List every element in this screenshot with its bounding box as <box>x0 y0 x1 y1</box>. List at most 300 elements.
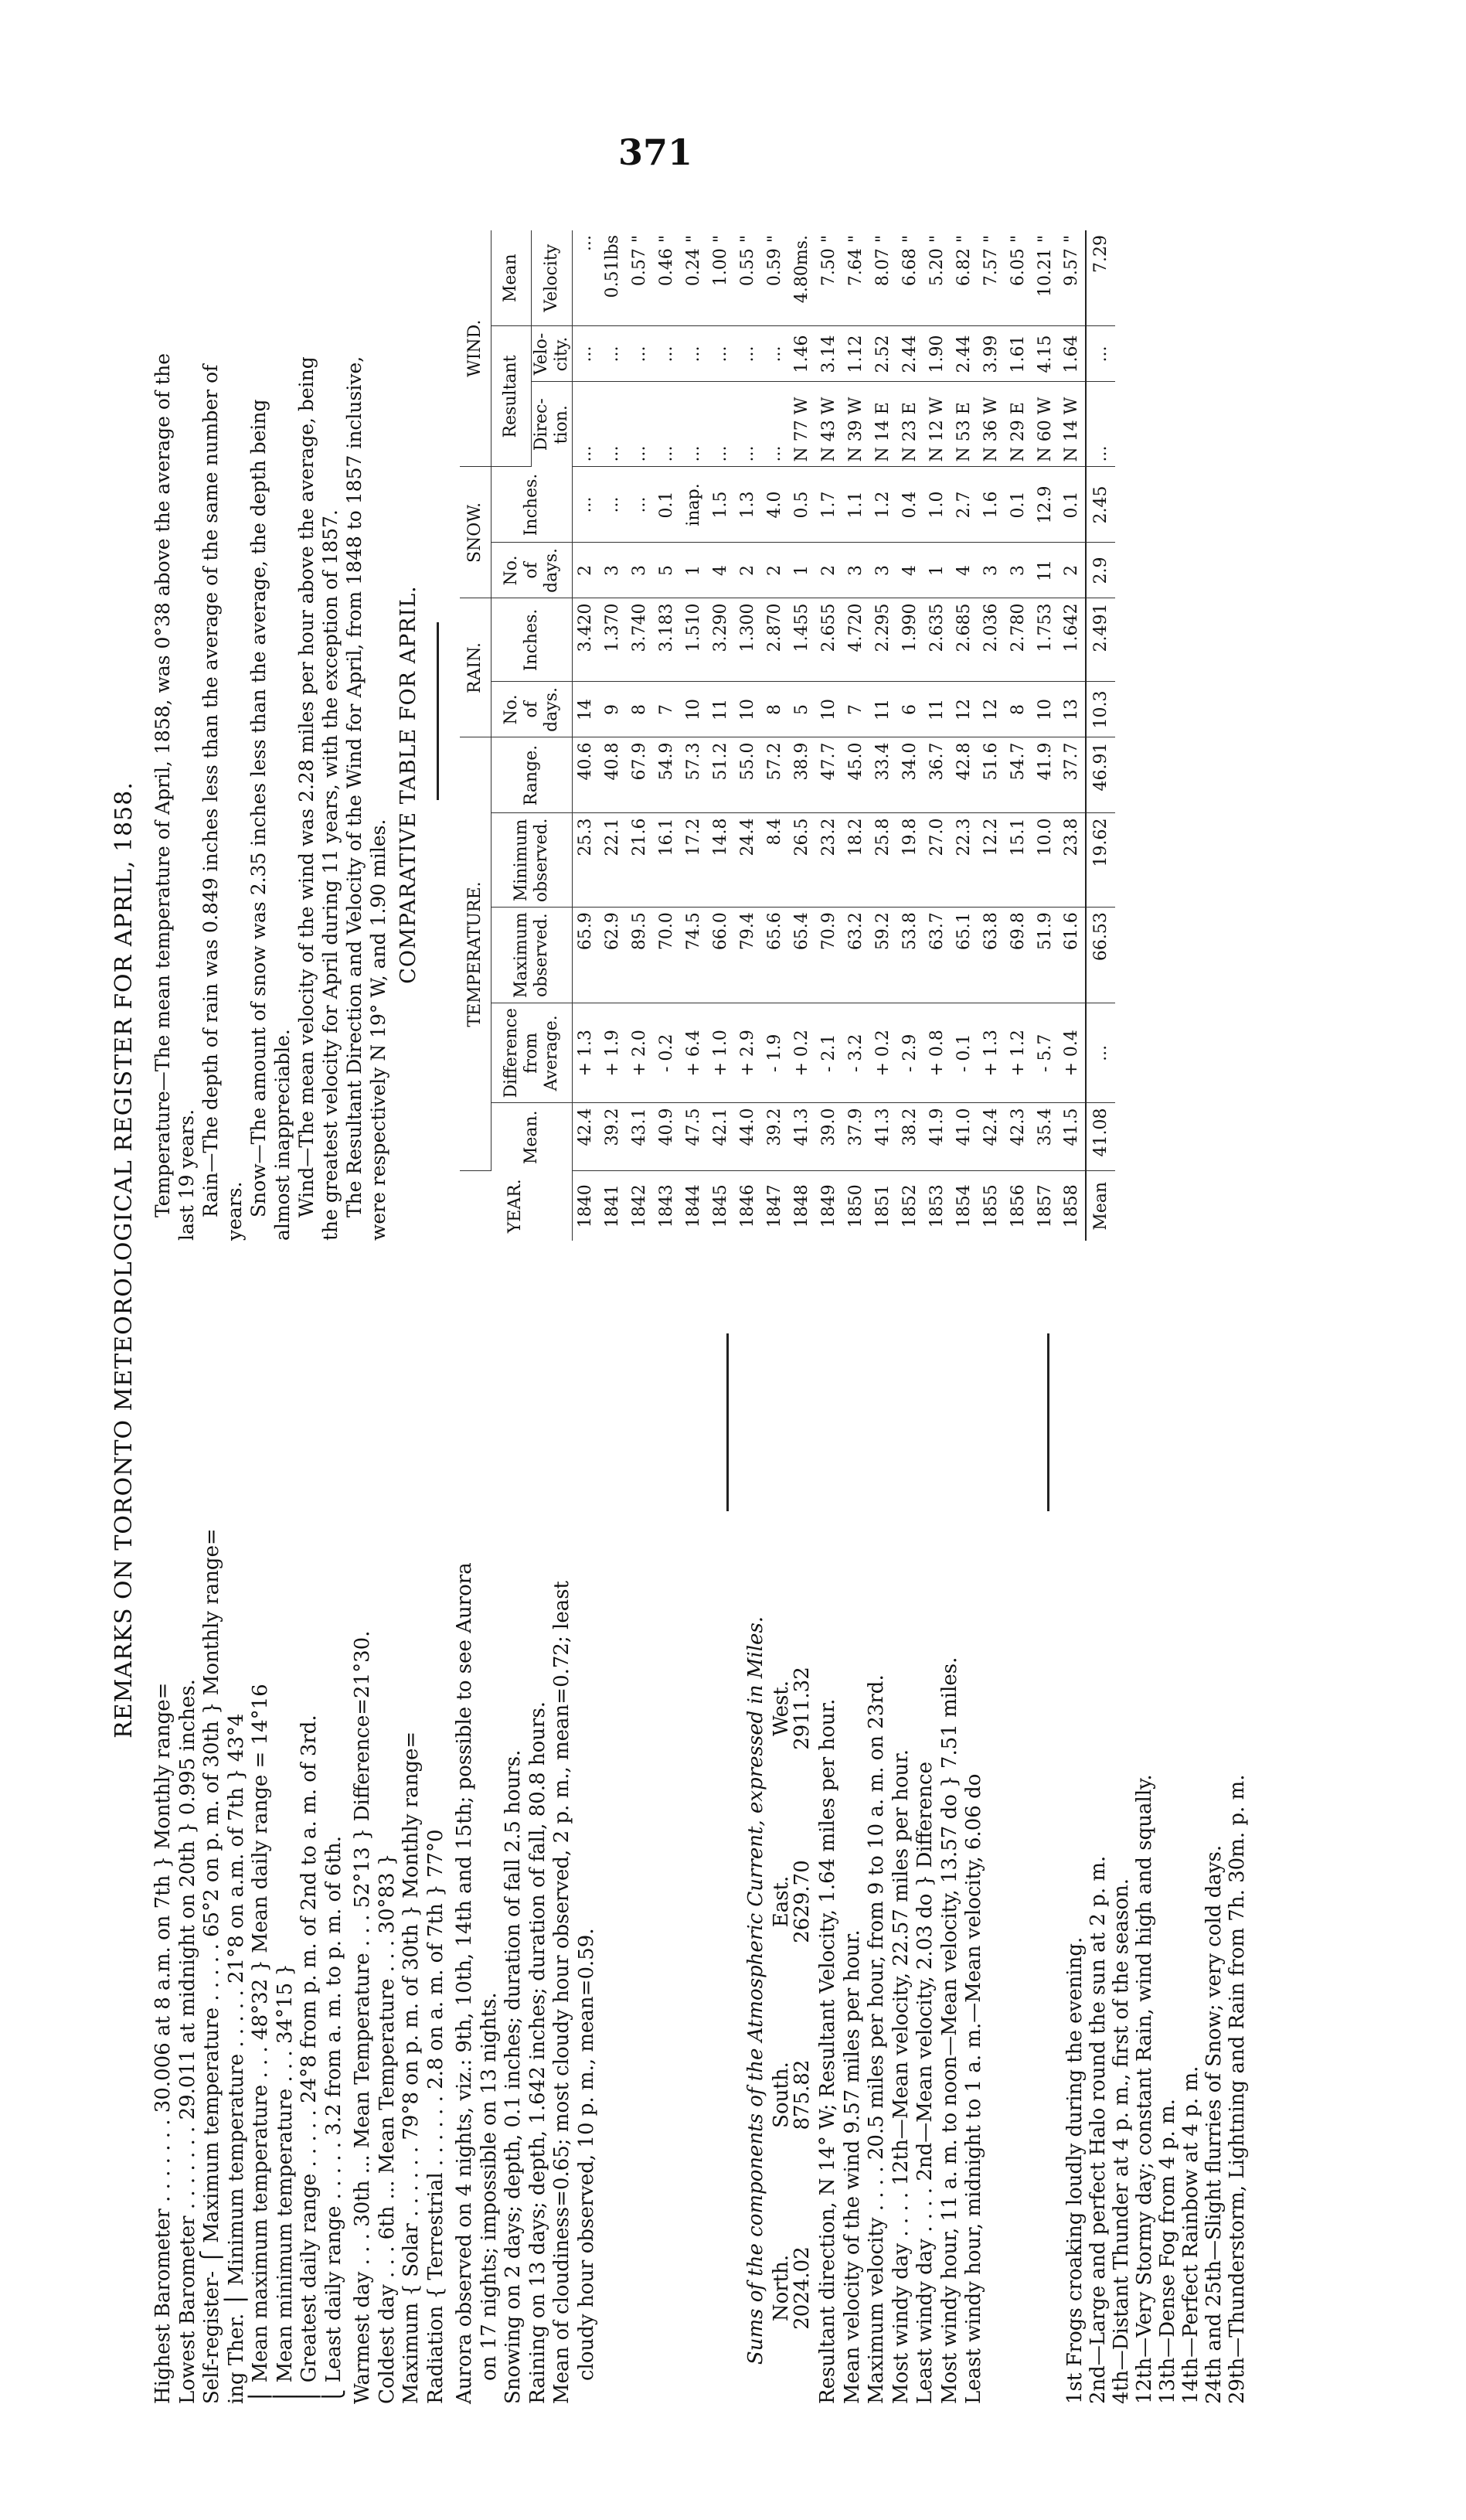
cell-min: 8.4 <box>761 813 788 908</box>
table-row <box>842 230 869 1241</box>
cell-sin: 1.6 <box>978 467 1005 543</box>
cell-range: 54.7 <box>1005 737 1032 813</box>
cell-sdays: 3 <box>842 543 869 598</box>
cell-max: 65.9 <box>572 908 599 1003</box>
cell-min: 22.1 <box>599 813 626 908</box>
left-line: ing Ther. ⎪ Minimum temperature . . . . . 21°8 on a.m. of 7th } 43°4 <box>224 1713 248 2404</box>
left-line: ⎪ Greatest daily range . . . . . 24°8 from p. m. of 2nd to a. m. of 3rd. <box>298 1715 321 2404</box>
left-line: ⎩ Least daily range . . . . . 3.2 from a. m. to p. m. of 6th. <box>321 1835 345 2404</box>
cell-mean: 39.2 <box>599 1103 626 1171</box>
cell-mean: 41.5 <box>1059 1103 1086 1171</box>
event-line: 14th—Perfect Rainbow at 4 p. m. <box>1179 2065 1202 2404</box>
cell-year: 1849 <box>818 1184 838 1228</box>
left-line: cloudy hour observed, 10 p. m., mean=0.59. <box>574 1928 598 2381</box>
cell-sdays: 2 <box>572 543 599 598</box>
col-difference: Difference from Average. <box>491 1003 572 1103</box>
table-row <box>951 230 978 1241</box>
cell-dir: N 23 E <box>896 382 923 467</box>
cell-mvel: ... <box>572 230 599 326</box>
table-title: COMPARATIVE TABLE FOR APRIL. <box>396 585 420 984</box>
col-direction: Direc- tion. <box>531 382 572 467</box>
wind-line: Mean velocity of the wind 9.57 miles per hour. <box>840 1929 864 2404</box>
cell-dir: N 14 E <box>869 382 896 467</box>
table-row <box>923 230 951 1241</box>
table-row <box>653 230 680 1241</box>
cell-mvel: 7.64 " <box>842 230 869 326</box>
cell-vel: ... <box>626 326 653 382</box>
cell-max: 70.9 <box>815 908 842 1003</box>
right-paragraph: Rain—The depth of rain was 0.849 inches less than the average of the same number of years. <box>199 364 246 1241</box>
cell-max: 70.0 <box>653 908 680 1003</box>
cell-range: 57.3 <box>680 737 707 813</box>
cell-mvel: 8.07 " <box>869 230 896 326</box>
cell-range: 46.91 <box>1086 737 1115 813</box>
cell-year: 1853 <box>927 1184 947 1228</box>
table-row <box>1059 230 1086 1241</box>
cell-min: 24.4 <box>734 813 761 908</box>
table-row <box>869 230 896 1241</box>
table-row <box>572 230 599 1241</box>
cell-max: 65.6 <box>761 908 788 1003</box>
cell-min: 16.1 <box>653 813 680 908</box>
cell-rin: 1.642 <box>1059 598 1086 682</box>
table-row <box>626 230 653 1241</box>
table-row <box>707 230 734 1241</box>
cell-rin: 3.740 <box>626 598 653 682</box>
cell-mean: 39.0 <box>815 1103 842 1171</box>
cell-max: 66.53 <box>1086 908 1115 1003</box>
cell-mvel: 0.24 " <box>680 230 707 326</box>
table-row <box>788 230 815 1241</box>
left-line: Self-register- ⎧ Maximum temperature . . . . . 65°2 on p. m. of 30th } Monthly range= <box>200 1528 223 2404</box>
cell-year: 1842 <box>629 1184 649 1228</box>
cell-dir: N 53 E <box>951 382 978 467</box>
cell-mean: 42.1 <box>707 1103 734 1171</box>
cell-mvel: 6.68 " <box>896 230 923 326</box>
wind-line: Resultant direction, N 14° W; Resultant Velocity, 1.64 miles per hour. <box>816 1698 839 2404</box>
cell-sin: 0.1 <box>653 467 680 543</box>
cell-mean: 39.2 <box>761 1103 788 1171</box>
cell-vel: 1.90 <box>923 326 951 382</box>
cell-sin: inap. <box>680 467 707 543</box>
cell-min: 21.6 <box>626 813 653 908</box>
cell-mvel: 10.21 " <box>1032 230 1059 326</box>
cell-rdays: 12 <box>951 682 978 737</box>
cell-diff: + 0.4 <box>1059 1003 1086 1103</box>
cell-mean: 41.3 <box>869 1103 896 1171</box>
cell-vel: ... <box>680 326 707 382</box>
col-rain-days: No. of days. <box>491 682 572 737</box>
col-velocity-mean: Velocity <box>531 230 572 326</box>
cell-sdays: 2 <box>761 543 788 598</box>
cell-range: 67.9 <box>626 737 653 813</box>
cell-mean: 37.9 <box>842 1103 869 1171</box>
cell-mean: 38.2 <box>896 1103 923 1171</box>
cell-year: 1844 <box>683 1184 703 1228</box>
cell-year: 1843 <box>656 1184 676 1228</box>
cell-dir: ... <box>680 382 707 467</box>
cell-max: 63.7 <box>923 908 951 1003</box>
cell-dir: ... <box>1086 382 1115 467</box>
cell-mvel: 0.51lbs <box>599 230 626 326</box>
cell-rdays: 10 <box>680 682 707 737</box>
cell-range: 40.6 <box>572 737 599 813</box>
cell-diff: - 2.1 <box>815 1003 842 1103</box>
cell-rin: 2.635 <box>923 598 951 682</box>
table-row <box>761 230 788 1241</box>
cell-diff: - 2.9 <box>896 1003 923 1103</box>
event-line: 24th and 25th—Slight flurries of Snow; very cold days. <box>1202 1844 1226 2404</box>
cell-range: 51.2 <box>707 737 734 813</box>
cell-year: 1854 <box>954 1184 974 1228</box>
cell-mean: 41.0 <box>951 1103 978 1171</box>
cell-rdays: 11 <box>923 682 951 737</box>
cell-rdays: 8 <box>626 682 653 737</box>
section-divider <box>1047 1333 1049 1511</box>
table-row <box>734 230 761 1241</box>
wind-line: Least windy hour, midnight to 1 a. m.—Mean velocity, 6.06 do <box>962 1773 985 2404</box>
cell-rdays: 5 <box>788 682 815 737</box>
cell-rdays: 10 <box>734 682 761 737</box>
cell-year: 1851 <box>872 1184 893 1228</box>
cell-year: 1848 <box>791 1184 811 1228</box>
cell-rdays: 13 <box>1059 682 1086 737</box>
cell-diff: - 0.2 <box>653 1003 680 1103</box>
cell-rdays: 10 <box>815 682 842 737</box>
event-line: 29th—Thunderstorm, Lightning and Rain from 7h. 30m. p. m. <box>1226 1774 1249 2404</box>
sums-header: West. <box>770 1680 793 1737</box>
cell-vel: 2.52 <box>869 326 896 382</box>
sums-header: North. <box>770 2254 793 2322</box>
wind-line: Most windy hour, 11 a. m. to noon—Mean velocity, 13.57 do } 7.51 miles. <box>937 1657 961 2404</box>
cell-year: 1840 <box>575 1184 595 1228</box>
cell-range: 36.7 <box>923 737 951 813</box>
cell-year: 1846 <box>737 1184 757 1228</box>
cell-rdays: 9 <box>599 682 626 737</box>
sums-value: 2024.02 <box>791 2246 814 2330</box>
cell-rin: 2.685 <box>951 598 978 682</box>
cell-min: 22.3 <box>951 813 978 908</box>
cell-rin: 1.990 <box>896 598 923 682</box>
cell-sin: 2.45 <box>1086 467 1115 543</box>
left-line: Mean of cloudiness=0.65; most cloudy hour observed, 2 p. m., mean=0.72; least <box>550 1581 573 2404</box>
table-row <box>896 230 923 1241</box>
cell-min: 25.3 <box>572 813 599 908</box>
right-paragraph: Snow—The amount of snow was 2.35 inches less than the average, the depth being almost inappreciable. <box>247 399 294 1241</box>
cell-mvel: 1.00 " <box>707 230 734 326</box>
cell-diff: - 0.1 <box>951 1003 978 1103</box>
left-line: Warmest day . . . 30th ... Mean Temperature . . . 52°13 } Difference=21°30. <box>351 1630 374 2404</box>
table-row <box>978 230 1005 1241</box>
cell-rin: 2.295 <box>869 598 896 682</box>
cell-dir: ... <box>572 382 599 467</box>
cell-sin: 1.3 <box>734 467 761 543</box>
cell-vel: 3.14 <box>815 326 842 382</box>
group-snow: SNOW. <box>460 467 491 598</box>
cell-vel: 1.61 <box>1005 326 1032 382</box>
cell-vel: ... <box>572 326 599 382</box>
cell-range: 37.7 <box>1059 737 1086 813</box>
cell-range: 41.9 <box>1032 737 1059 813</box>
left-line: ⎪ Mean maximum temperature . . . 48°32 } Mean daily range = 14°16 <box>249 1684 272 2404</box>
cell-year: 1855 <box>981 1184 1001 1228</box>
cell-dir: ... <box>653 382 680 467</box>
cell-rin: 2.491 <box>1086 598 1115 682</box>
cell-min: 10.0 <box>1032 813 1059 908</box>
cell-range: 57.2 <box>761 737 788 813</box>
cell-range: 51.6 <box>978 737 1005 813</box>
cell-min: 26.5 <box>788 813 815 908</box>
cell-sdays: 2 <box>1059 543 1086 598</box>
cell-mean: 42.4 <box>572 1103 599 1171</box>
cell-mean: 40.9 <box>653 1103 680 1171</box>
cell-mvel: 4.80ms. <box>788 230 815 326</box>
event-line: 2nd—Large and perfect Halo round the sun at 2 p. m. <box>1087 1855 1110 2404</box>
cell-mean: 41.08 <box>1086 1103 1115 1171</box>
cell-diff: - 1.9 <box>761 1003 788 1103</box>
cell-vel: 3.99 <box>978 326 1005 382</box>
sums-value: 2911.32 <box>791 1667 814 1750</box>
cell-min: 18.2 <box>842 813 869 908</box>
cell-diff: + 2.9 <box>734 1003 761 1103</box>
cell-sin: 0.5 <box>788 467 815 543</box>
cell-sdays: 1 <box>923 543 951 598</box>
cell-rin: 1.753 <box>1032 598 1059 682</box>
cell-rdays: 12 <box>978 682 1005 737</box>
cell-rdays: 7 <box>842 682 869 737</box>
cell-min: 14.8 <box>707 813 734 908</box>
left-line: Coldest day . . . 6th ... Mean Temperature . . . 30°83 } <box>375 1853 399 2404</box>
cell-year: 1856 <box>1008 1184 1028 1228</box>
cell-sdays: 3 <box>626 543 653 598</box>
table-row <box>1032 230 1059 1241</box>
cell-min: 17.2 <box>680 813 707 908</box>
cell-sin: 2.7 <box>951 467 978 543</box>
cell-dir: N 14 W <box>1059 382 1086 467</box>
cell-max: 65.4 <box>788 908 815 1003</box>
cell-max: 62.9 <box>599 908 626 1003</box>
cell-rdays: 7 <box>653 682 680 737</box>
cell-vel: 2.44 <box>896 326 923 382</box>
left-line: on 17 nights; impossible on 13 nights. <box>477 1992 501 2381</box>
cell-year: Mean <box>1086 1171 1115 1241</box>
cell-diff: + 1.9 <box>599 1003 626 1103</box>
cell-mvel: 9.57 " <box>1059 230 1086 326</box>
cell-dir: ... <box>626 382 653 467</box>
cell-vel: ... <box>1086 326 1115 382</box>
cell-sdays: 3 <box>1005 543 1032 598</box>
table-mean-row <box>1086 230 1115 1241</box>
col-mean: Mean. <box>491 1103 572 1171</box>
comparative-table-container <box>460 230 1115 1241</box>
cell-year: 1847 <box>764 1184 784 1228</box>
cell-sin: 0.4 <box>896 467 923 543</box>
cell-rdays: 11 <box>869 682 896 737</box>
cell-sdays: 3 <box>599 543 626 598</box>
cell-year: 1850 <box>845 1184 866 1228</box>
cell-rdays: 6 <box>896 682 923 737</box>
cell-rdays: 14 <box>572 682 599 737</box>
cell-diff: + 0.2 <box>788 1003 815 1103</box>
cell-range: 38.9 <box>788 737 815 813</box>
cell-sdays: 3 <box>978 543 1005 598</box>
cell-min: 23.8 <box>1059 813 1086 908</box>
cell-vel: ... <box>599 326 626 382</box>
cell-sdays: 4 <box>951 543 978 598</box>
cell-sin: 1.1 <box>842 467 869 543</box>
cell-dir: N 12 W <box>923 382 951 467</box>
cell-sin: ... <box>599 467 626 543</box>
cell-sdays: 2 <box>734 543 761 598</box>
table-row <box>680 230 707 1241</box>
comparative-table <box>460 230 1115 1241</box>
sums-value: 2629.70 <box>791 1860 814 1943</box>
cell-range: 55.0 <box>734 737 761 813</box>
cell-min: 19.62 <box>1086 813 1115 908</box>
cell-mean: 42.3 <box>1005 1103 1032 1171</box>
cell-max: 69.8 <box>1005 908 1032 1003</box>
event-line: 4th—Distant Thunder at 4 p. m., first of the season. <box>1110 1878 1133 2404</box>
section-divider <box>726 1333 729 1511</box>
sums-value: 875.82 <box>791 2059 814 2130</box>
cell-max: 61.6 <box>1059 908 1086 1003</box>
cell-sdays: 1 <box>788 543 815 598</box>
cell-max: 51.9 <box>1032 908 1059 1003</box>
cell-vel: 2.44 <box>951 326 978 382</box>
cell-min: 25.8 <box>869 813 896 908</box>
cell-mvel: 6.82 " <box>951 230 978 326</box>
cell-rin: 1.510 <box>680 598 707 682</box>
cell-year: 1857 <box>1035 1184 1055 1228</box>
cell-year: 1852 <box>900 1184 920 1228</box>
cell-sin: 0.1 <box>1059 467 1086 543</box>
left-line: Radiation { Terrestrial . . . . . . 2.8 on a. m. of 7th } 77°0 <box>423 1829 447 2404</box>
cell-sin: 1.2 <box>869 467 896 543</box>
cell-mean: 42.4 <box>978 1103 1005 1171</box>
cell-mvel: 0.55 " <box>734 230 761 326</box>
cell-diff: + 0.8 <box>923 1003 951 1103</box>
cell-sdays: 4 <box>896 543 923 598</box>
cell-max: 53.8 <box>896 908 923 1003</box>
cell-vel: ... <box>653 326 680 382</box>
cell-rdays: 10 <box>1032 682 1059 737</box>
cell-mvel: 0.59 " <box>761 230 788 326</box>
cell-min: 12.2 <box>978 813 1005 908</box>
cell-sin: ... <box>626 467 653 543</box>
cell-diff: - 5.7 <box>1032 1003 1059 1103</box>
group-wind: WIND. <box>460 230 491 467</box>
cell-min: 15.1 <box>1005 813 1032 908</box>
cell-vel: 1.46 <box>788 326 815 382</box>
cell-dir: ... <box>599 382 626 467</box>
col-range: Range. <box>491 737 572 813</box>
cell-sin: 12.9 <box>1032 467 1059 543</box>
group-temperature: TEMPERATURE. <box>460 737 491 1171</box>
cell-max: 65.1 <box>951 908 978 1003</box>
right-paragraph: The Resultant Direction and Velocity of the Wind for April, from 1848 to 1857 inclusive, were respectively N 19° W, and 1.90 miles. <box>343 356 389 1241</box>
col-maximum: Maximum observed. <box>491 908 572 1003</box>
left-line: Snowing on 2 days; depth, 0.1 inches; duration of fall 2.5 hours. <box>502 1749 525 2404</box>
cell-diff: + 1.3 <box>572 1003 599 1103</box>
cell-mean: 35.4 <box>1032 1103 1059 1171</box>
cell-sdays: 2 <box>815 543 842 598</box>
cell-dir: N 43 W <box>815 382 842 467</box>
table-row <box>815 230 842 1241</box>
cell-min: 27.0 <box>923 813 951 908</box>
cell-year: 1841 <box>602 1184 622 1228</box>
cell-dir: ... <box>707 382 734 467</box>
cell-rin: 3.420 <box>572 598 599 682</box>
cell-range: 54.9 <box>653 737 680 813</box>
cell-max: 63.8 <box>978 908 1005 1003</box>
cell-sdays: 5 <box>653 543 680 598</box>
cell-rin: 2.870 <box>761 598 788 682</box>
cell-vel: ... <box>707 326 734 382</box>
left-line: Maximum { Solar . . . . . . 79°8 on p. m. of 30th } Monthly range= <box>400 1731 423 2404</box>
cell-rin: 1.300 <box>734 598 761 682</box>
cell-sin: 0.1 <box>1005 467 1032 543</box>
cell-rdays: 11 <box>707 682 734 737</box>
col-minimum: Minimum observed. <box>491 813 572 908</box>
col-snow-days: No. of days. <box>491 543 572 598</box>
col-year: YEAR. <box>460 1171 572 1241</box>
cell-min: 23.2 <box>815 813 842 908</box>
event-line: 13th—Dense Fog from 4 p. m. <box>1156 2099 1179 2404</box>
cell-rin: 1.455 <box>788 598 815 682</box>
cell-vel: 1.64 <box>1059 326 1086 382</box>
cell-mvel: 5.20 " <box>923 230 951 326</box>
cell-sin: 1.7 <box>815 467 842 543</box>
cell-rdays: 8 <box>1005 682 1032 737</box>
wind-line: Maximum velocity . . . . 20.5 miles per hour, from 9 to 10 a. m. on 23rd. <box>865 1674 888 2404</box>
cell-mvel: 7.50 " <box>815 230 842 326</box>
cell-max: 89.5 <box>626 908 653 1003</box>
cell-range: 45.0 <box>842 737 869 813</box>
left-line: ⎪ Mean minimum temperature . . . 34°15 } <box>273 1963 297 2404</box>
cell-sin: 4.0 <box>761 467 788 543</box>
cell-range: 34.0 <box>896 737 923 813</box>
col-rain-inches: Inches. <box>491 598 572 682</box>
cell-dir: N 77 W <box>788 382 815 467</box>
page-title: REMARKS ON TORONTO METEOROLOGICAL REGISTER FOR APRIL, 1858. <box>111 782 138 1738</box>
cell-year: 1858 <box>1062 1184 1081 1228</box>
cell-mvel: 7.57 " <box>978 230 1005 326</box>
cell-year: 1845 <box>710 1184 730 1228</box>
cell-mean: 44.0 <box>734 1103 761 1171</box>
cell-mean: 47.5 <box>680 1103 707 1171</box>
cell-range: 42.8 <box>951 737 978 813</box>
cell-max: 74.5 <box>680 908 707 1003</box>
cell-diff: + 1.2 <box>1005 1003 1032 1103</box>
cell-rin: 4.720 <box>842 598 869 682</box>
cell-sdays: 1 <box>680 543 707 598</box>
cell-rdays: 8 <box>761 682 788 737</box>
cell-rin: 3.183 <box>653 598 680 682</box>
cell-rdays: 10.3 <box>1086 682 1115 737</box>
cell-mean: 43.1 <box>626 1103 653 1171</box>
cell-diff: + 2.0 <box>626 1003 653 1103</box>
cell-diff: ... <box>1086 1003 1115 1103</box>
cell-max: 59.2 <box>869 908 896 1003</box>
cell-vel: 1.12 <box>842 326 869 382</box>
cell-sdays: 2.9 <box>1086 543 1115 598</box>
cell-dir: N 39 W <box>842 382 869 467</box>
cell-dir: ... <box>734 382 761 467</box>
cell-max: 66.0 <box>707 908 734 1003</box>
cell-sin: 1.0 <box>923 467 951 543</box>
right-paragraph: Temperature—The mean temperature of April, 1858, was 0°38 above the average of the last 19 years. <box>151 352 198 1241</box>
cell-range: 40.8 <box>599 737 626 813</box>
